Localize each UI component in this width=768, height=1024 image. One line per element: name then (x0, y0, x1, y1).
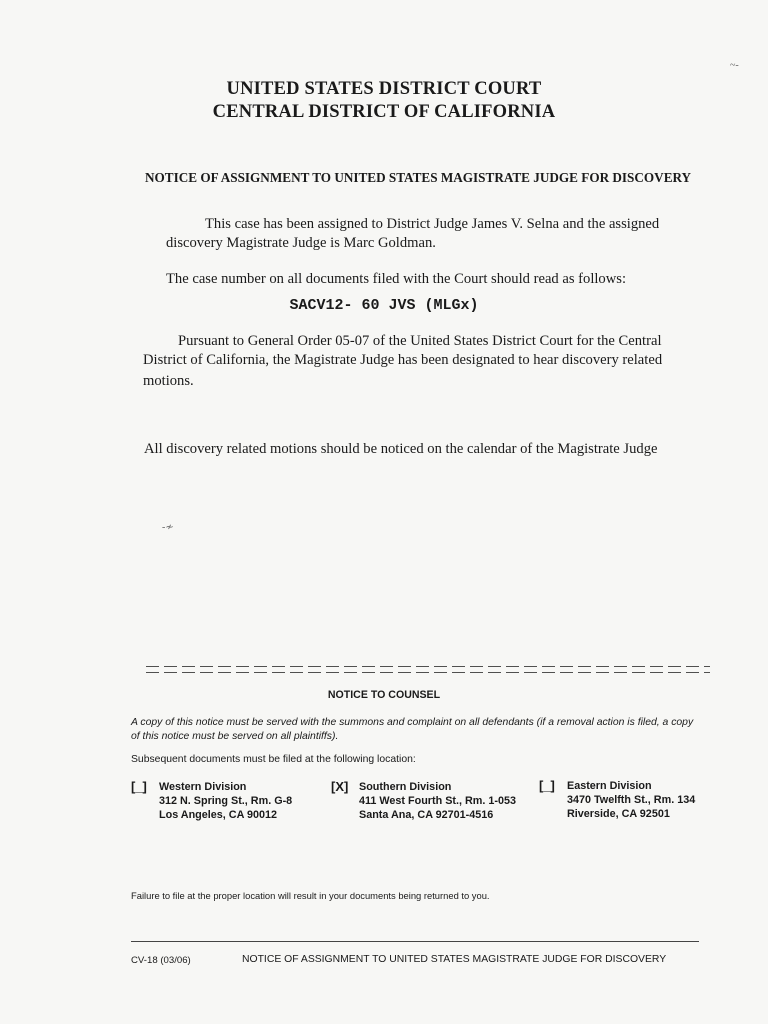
scan-mark: ~- (730, 60, 739, 71)
footer-title: NOTICE OF ASSIGNMENT TO UNITED STATES MAGISTRATE JUDGE FOR DISCOVERY (242, 954, 667, 965)
district-name: CENTRAL DISTRICT OF CALIFORNIA (212, 102, 556, 122)
failure-notice: Failure to file at the proper location will result in your documents being returned to you. (131, 890, 490, 901)
order-line-3: motions. (143, 373, 194, 389)
division-checkbox: [_] (539, 778, 555, 793)
court-name: UNITED STATES DISTRICT COURT (226, 79, 542, 99)
assignment-line-1: This case has been assigned to District Judge James V. Selna and the assigned (205, 216, 660, 232)
motions-notice: All discovery related motions should be noticed on the calendar of the Magistrate Judge (144, 441, 658, 457)
section-divider (146, 664, 710, 674)
division-city: Santa Ana, CA 92701-4516 (359, 809, 494, 821)
footer-rule (131, 941, 699, 942)
notice-title: NOTICE OF ASSIGNMENT TO UNITED STATES MAGISTRATE JUDGE FOR DISCOVERY (145, 170, 692, 185)
division-address: 312 N. Spring St., Rm. G-8 (159, 795, 293, 807)
division-city: Los Angeles, CA 90012 (159, 809, 278, 821)
division-address: 411 West Fourth St., Rm. 1-053 (359, 795, 517, 807)
division-name: Southern Division (359, 781, 452, 793)
division-checkbox: [_] (131, 779, 147, 794)
scan-mark: -≁ (162, 522, 174, 533)
division-name: Eastern Division (567, 780, 652, 792)
case-number-intro: The case number on all documents filed with the Court should read as follows: (166, 271, 627, 287)
division-city: Riverside, CA 92501 (567, 808, 670, 820)
case-number: SACV12- 60 JVS (MLGx) (289, 297, 479, 314)
subsequent-notice: Subsequent documents must be filed at the following location: (131, 754, 416, 765)
division-checkbox: [X] (331, 779, 349, 794)
assignment-line-2: discovery Magistrate Judge is Marc Goldman. (166, 235, 436, 251)
form-number: CV-18 (03/06) (131, 955, 191, 966)
counsel-heading: NOTICE TO COUNSEL (327, 689, 441, 701)
division-address: 3470 Twelfth St., Rm. 134 (567, 794, 696, 806)
division-name: Western Division (159, 781, 247, 793)
copy-notice: A copy of this notice must be served with the summons and complaint on all defendants (if a removal action is filed, a copy of this notice must be served on all plaintiffs). (131, 717, 694, 742)
order-line-1: Pursuant to General Order 05-07 of the United States District Court for the Central (178, 333, 662, 349)
order-line-2: District of California, the Magistrate Judge has been designated to hear discovery related (143, 352, 663, 368)
